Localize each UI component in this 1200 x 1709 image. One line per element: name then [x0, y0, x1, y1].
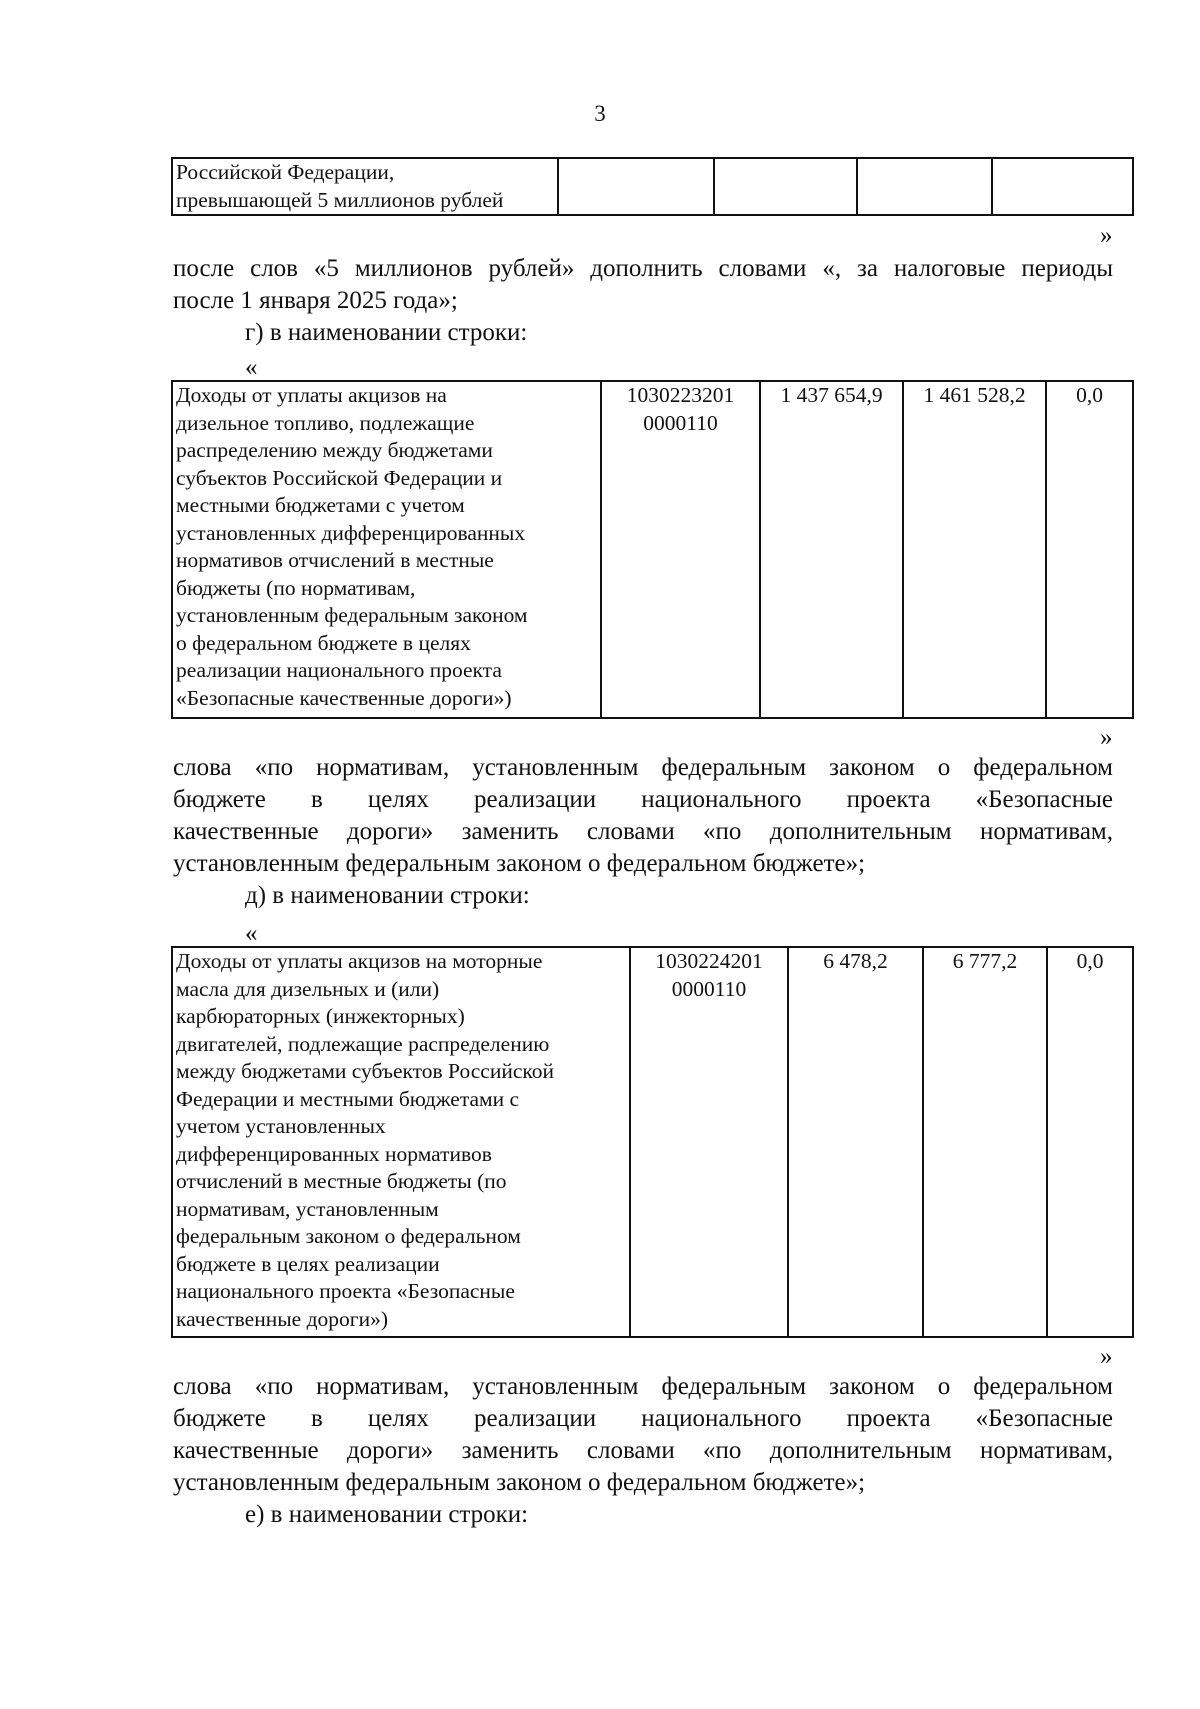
code-cell	[601, 381, 760, 718]
closing-quote: »	[1100, 724, 1113, 751]
row-name-line: учетом установленных	[176, 1114, 386, 1138]
row-name-line: национального проекта «Безопасные	[176, 1279, 515, 1303]
paragraph-line: после 1 января 2025 года»;	[173, 287, 458, 314]
value-cell	[714, 158, 857, 215]
row-name-line: бюджеты (по нормативам,	[176, 575, 416, 600]
opening-quote: «	[245, 354, 258, 381]
row-name-line: Российской Федерации,	[176, 160, 395, 184]
row-name-line: между бюджетами субъектов Российской	[176, 1059, 555, 1083]
paragraph-line: установленным федеральным законом о федеральном бюджете»;	[173, 850, 866, 877]
closing-quote: »	[1100, 222, 1113, 249]
value-cell	[992, 158, 1133, 215]
opening-quote: «	[245, 920, 258, 947]
code-line: 1030224201	[655, 949, 763, 973]
code-cell	[558, 158, 714, 215]
row-name-line: о федеральном бюджете в целях	[176, 630, 471, 655]
value-cell: 1 437 654,9	[760, 381, 903, 718]
row-name-line: бюджете в целях реализации	[176, 1251, 440, 1276]
row-name-line: дифференцированных нормативов	[176, 1141, 492, 1166]
row-name-line: установленным федеральным законом	[176, 603, 528, 627]
row-name-line: нормативам, установленным	[176, 1196, 439, 1221]
code-line: 0000110	[643, 410, 718, 435]
row-name-cell	[172, 158, 558, 215]
table-row	[172, 158, 1133, 215]
row-name-line: качественные дороги»)	[176, 1306, 388, 1331]
value-cell: 6 478,2	[788, 947, 923, 1337]
code-line: 1030223201	[626, 383, 735, 407]
table-motor-oils	[171, 946, 1134, 1338]
row-name-line: «Безопасные качественные дороги»)	[176, 685, 512, 710]
value-cell	[857, 158, 992, 215]
row-name-line: Доходы от уплаты акцизов на моторные	[176, 949, 543, 973]
row-name-line: масла для дизельных и (или)	[176, 976, 440, 1001]
row-name-line: распределению между бюджетами	[176, 438, 493, 462]
row-name-line: отчислений в местные бюджеты (по	[176, 1169, 507, 1193]
value-cell: 0,0	[1046, 381, 1133, 718]
paragraph-line: бюджете в целях реализации национального проекта «Безопасные	[173, 1405, 1113, 1432]
paragraph-line: качественные дороги» заменить словами «по дополнительным нормативам,	[173, 818, 1113, 845]
row-name-line: реализации национального проекта	[176, 658, 502, 682]
value-cell: 6 777,2	[923, 947, 1047, 1337]
code-line: 0000110	[671, 976, 747, 1001]
paragraph-line: после слов «5 миллионов рублей» дополнить словами «, за налоговые периоды	[173, 255, 1113, 282]
closing-quote: »	[1100, 1343, 1113, 1370]
paragraph-amendment-3	[173, 1371, 1113, 1531]
row-name-line: нормативов отчислений в местные	[176, 548, 494, 572]
table-row	[172, 947, 1133, 1337]
table-row	[172, 381, 1133, 718]
row-name-line: превышающей 5 миллионов рублей	[176, 187, 504, 212]
row-name-line: двигателей, подлежащие распределению	[176, 1031, 550, 1056]
paragraph-amendment-2	[173, 752, 1113, 912]
value-cell: 1 461 528,2	[903, 381, 1046, 718]
row-name-line: Доходы от уплаты акцизов на	[176, 383, 447, 407]
item-d-heading: д) в наименовании строки:	[245, 882, 530, 909]
item-g-heading: г) в наименовании строки:	[245, 319, 528, 346]
paragraph-line: слова «по нормативам, установленным федеральным законом о федеральном	[173, 1373, 1113, 1400]
paragraph-line: слова «по нормативам, установленным федеральным законом о федеральном	[173, 754, 1113, 781]
row-name-line: федеральным законом о федеральном	[176, 1224, 521, 1248]
row-name-cell	[172, 947, 630, 1337]
item-e-heading: е) в наименовании строки:	[245, 1501, 529, 1528]
row-name-line: субъектов Российской Федерации и	[176, 465, 503, 490]
table-continuation	[171, 157, 1134, 216]
paragraph-line: установленным федеральным законом о федеральном бюджете»;	[173, 1469, 866, 1496]
row-name-line: дизельное топливо, подлежащие	[176, 410, 475, 435]
code-cell	[630, 947, 788, 1337]
paragraph-line: бюджете в целях реализации национального проекта «Безопасные	[173, 786, 1113, 813]
row-name-line: карбюраторных (инжекторных)	[176, 1004, 465, 1028]
row-name-line: Федерации и местными бюджетами с	[176, 1086, 520, 1111]
row-name-cell	[172, 381, 601, 718]
row-name-line: установленных дифференцированных	[176, 520, 526, 545]
paragraph-amendment-1	[173, 253, 1113, 349]
value-cell: 0,0	[1047, 947, 1133, 1337]
paragraph-line: качественные дороги» заменить словами «по дополнительным нормативам,	[173, 1437, 1113, 1464]
table-diesel-fuel	[171, 380, 1134, 719]
page-number: 3	[594, 101, 606, 126]
row-name-line: местными бюджетами с учетом	[176, 493, 465, 517]
